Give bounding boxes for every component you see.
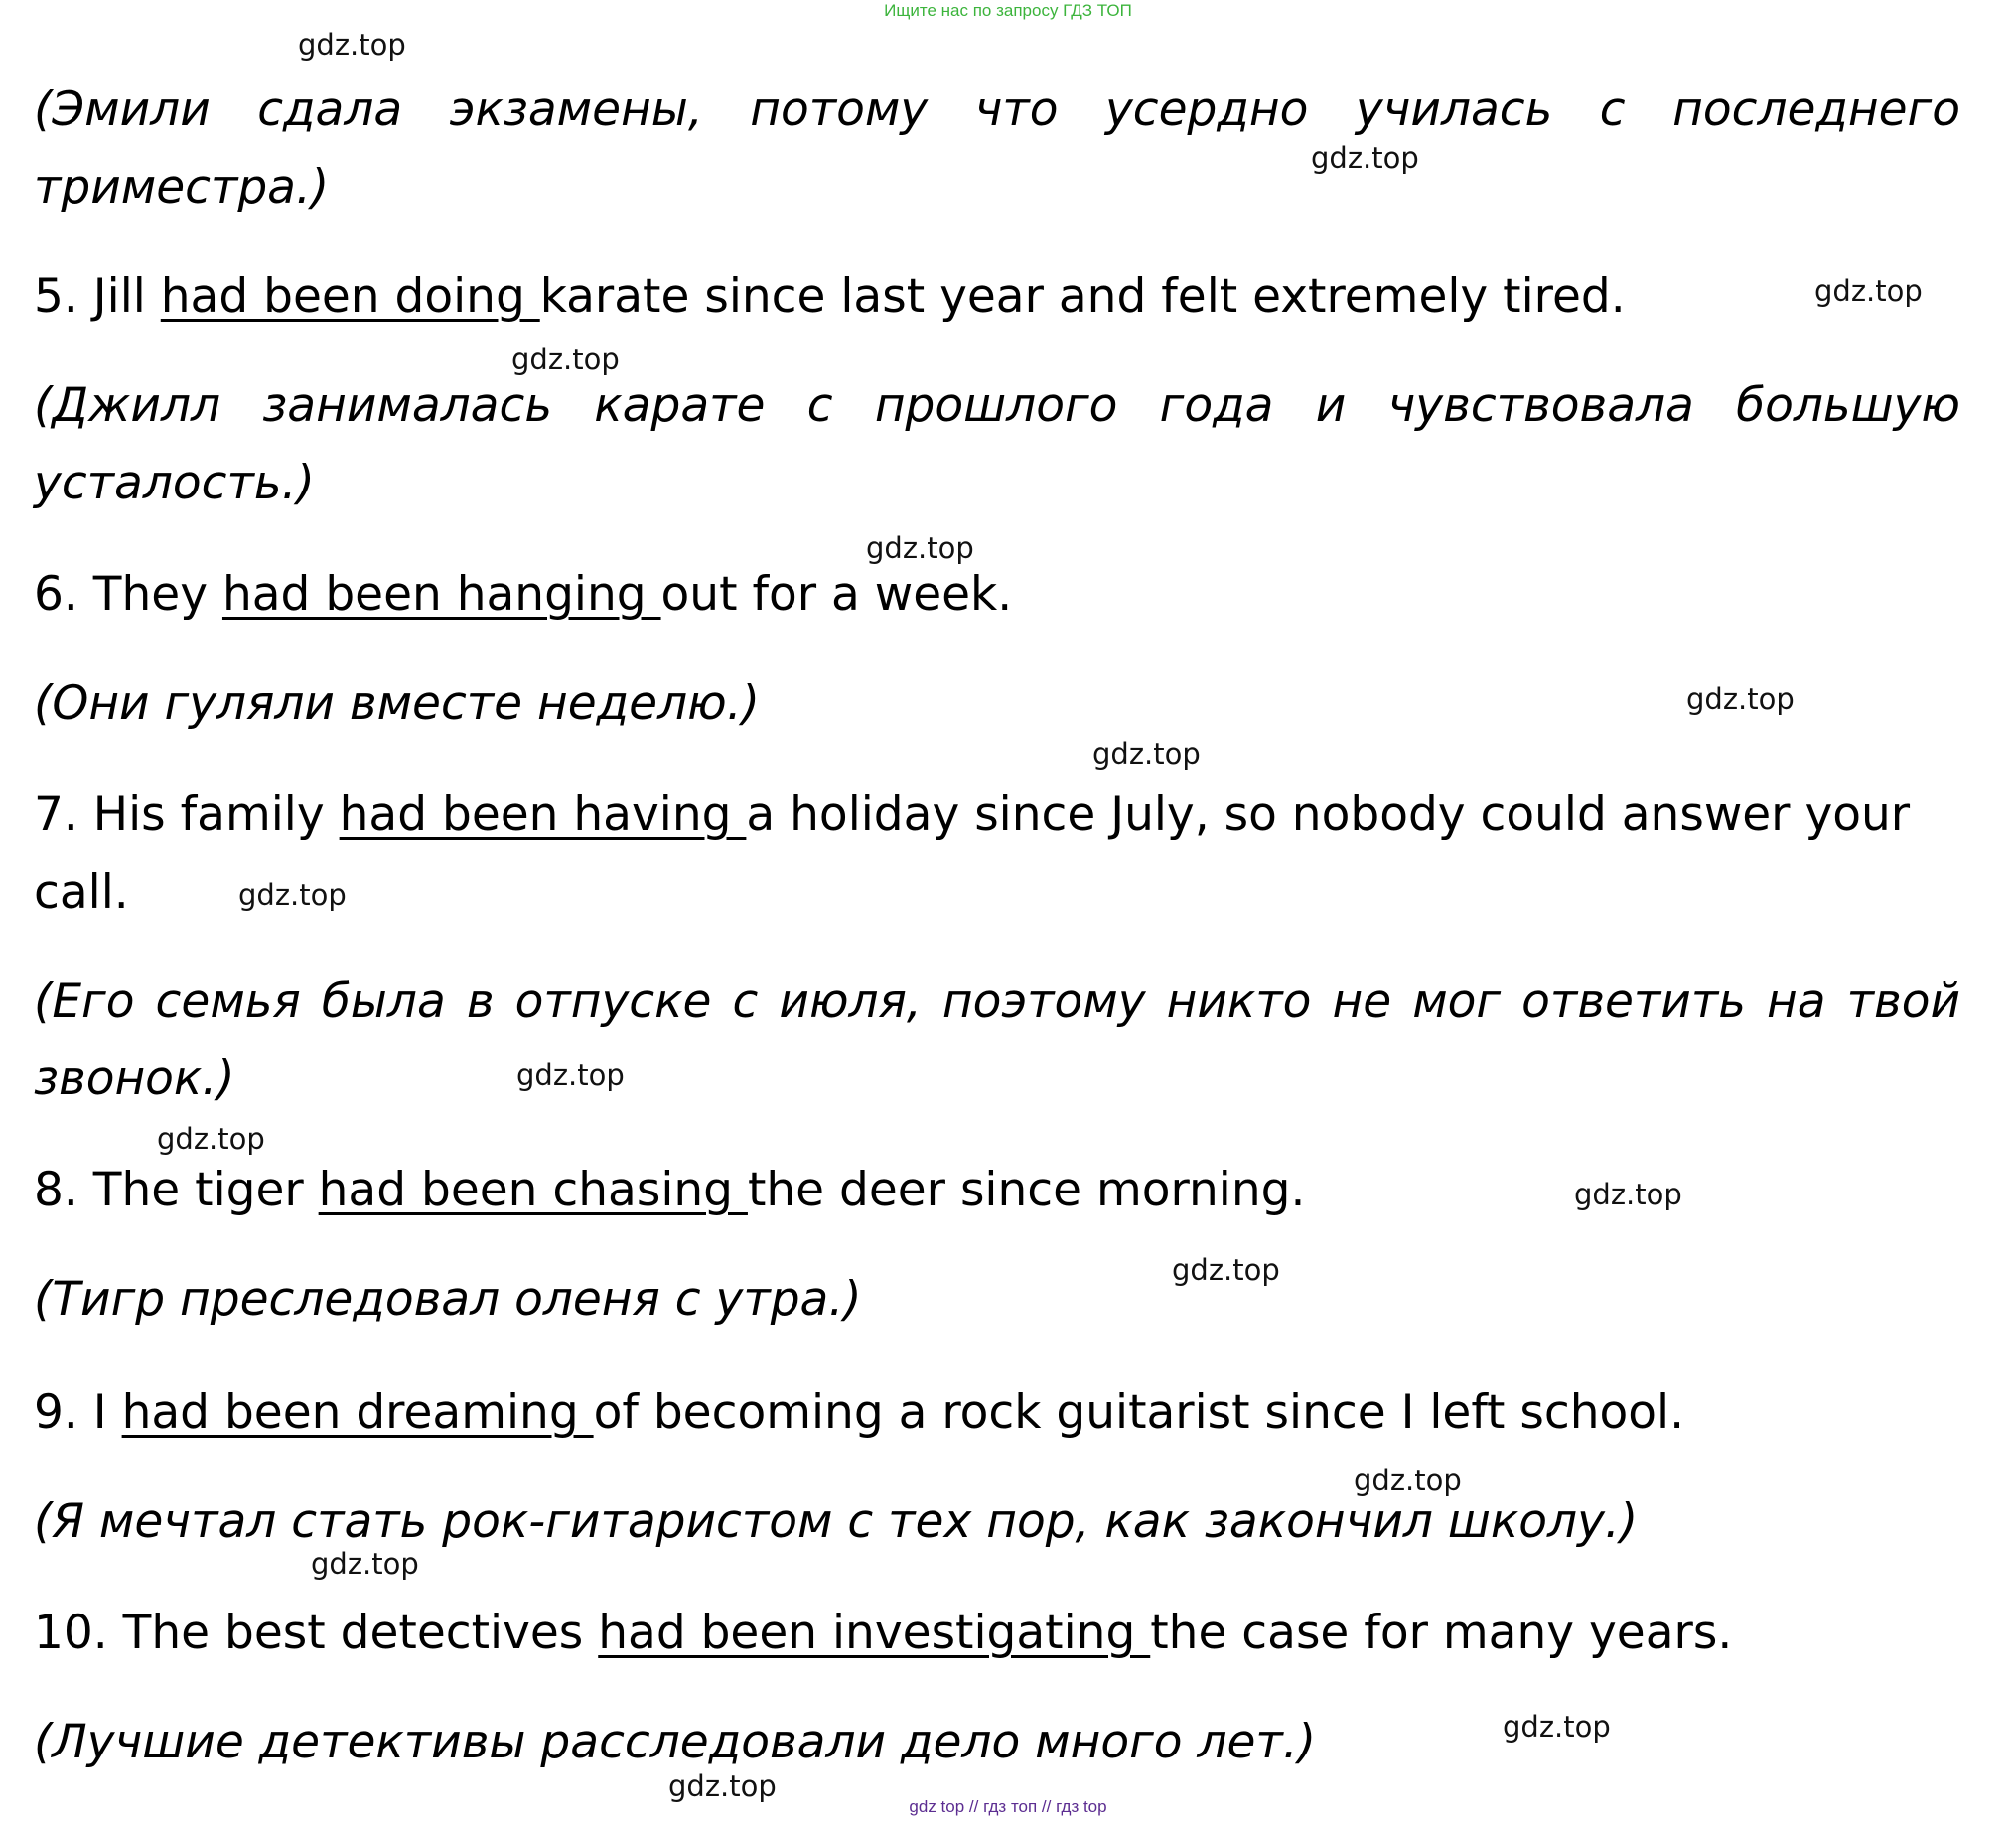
watermark: gdz.top — [1172, 1253, 1280, 1287]
sentence-8: 8. The tiger had been chasing the deer since morning. — [34, 1163, 1306, 1217]
translation-8: (Тигр преследовал оленя с утра.) — [34, 1272, 862, 1327]
watermark: gdz.top — [1354, 1464, 1462, 1497]
answer-9: had been dreaming — [121, 1385, 594, 1440]
watermark: gdz.top — [238, 878, 347, 912]
answer-7: had been having — [339, 787, 747, 842]
translation-9: (Я мечтал стать рок-гитаристом с тех пор, как закончил школу.) — [34, 1494, 1639, 1549]
watermark: gdz.top — [1311, 141, 1419, 175]
answer-10: had been investigating — [598, 1606, 1151, 1660]
watermark: gdz.top — [157, 1122, 265, 1156]
translation-4: (Эмили сдала экзамены, потому что усердно училась с последнего триместра.) — [34, 82, 1960, 214]
answer-8: had been chasing — [318, 1163, 748, 1217]
watermark: gdz.top — [311, 1547, 419, 1581]
watermark: gdz.top — [511, 343, 620, 376]
watermark: gdz.top — [516, 1058, 625, 1092]
bottom-banner: gdz top // гдз топ // гдз top — [909, 1797, 1107, 1816]
translation-6: (Они гуляли вместе неделю.) — [34, 676, 760, 731]
sentence-6: 6. They had been hanging out for a week. — [34, 567, 1013, 622]
watermark: gdz.top — [298, 28, 406, 62]
watermark: gdz.top — [1686, 682, 1795, 716]
watermark: gdz.top — [1814, 274, 1923, 308]
watermark: gdz.top — [866, 531, 974, 565]
sentence-9: 9. I had been dreaming of becoming a rock guitarist since I left school. — [34, 1385, 1685, 1440]
watermark: gdz.top — [1092, 737, 1201, 771]
translation-5: (Джилл занималась карате с прошлого года и чувствовала большую усталость.) — [34, 378, 1960, 510]
sentence-10: 10. The best detectives had been investigating the case for many years. — [34, 1606, 1733, 1660]
translation-7: (Его семья была в отпуске с июля, поэтому никто не мог ответить на твой звонок.) — [34, 974, 1960, 1106]
watermark: gdz.top — [1503, 1710, 1611, 1744]
translation-10: (Лучшие детективы расследовали дело много лет.) — [34, 1715, 1317, 1769]
sentence-5: 5. Jill had been doing karate since last year and felt extremely tired. — [34, 269, 1626, 324]
top-banner: Ищите нас по запросу ГДЗ ТОП — [884, 1, 1132, 20]
answer-5: had been doing — [160, 269, 540, 324]
answer-6: had been hanging — [221, 567, 661, 622]
sentence-7: 7. His family had been having a holiday since July, so nobody could answer your call. — [34, 787, 1911, 919]
watermark: gdz.top — [1574, 1178, 1682, 1211]
watermark: gdz.top — [668, 1769, 777, 1803]
